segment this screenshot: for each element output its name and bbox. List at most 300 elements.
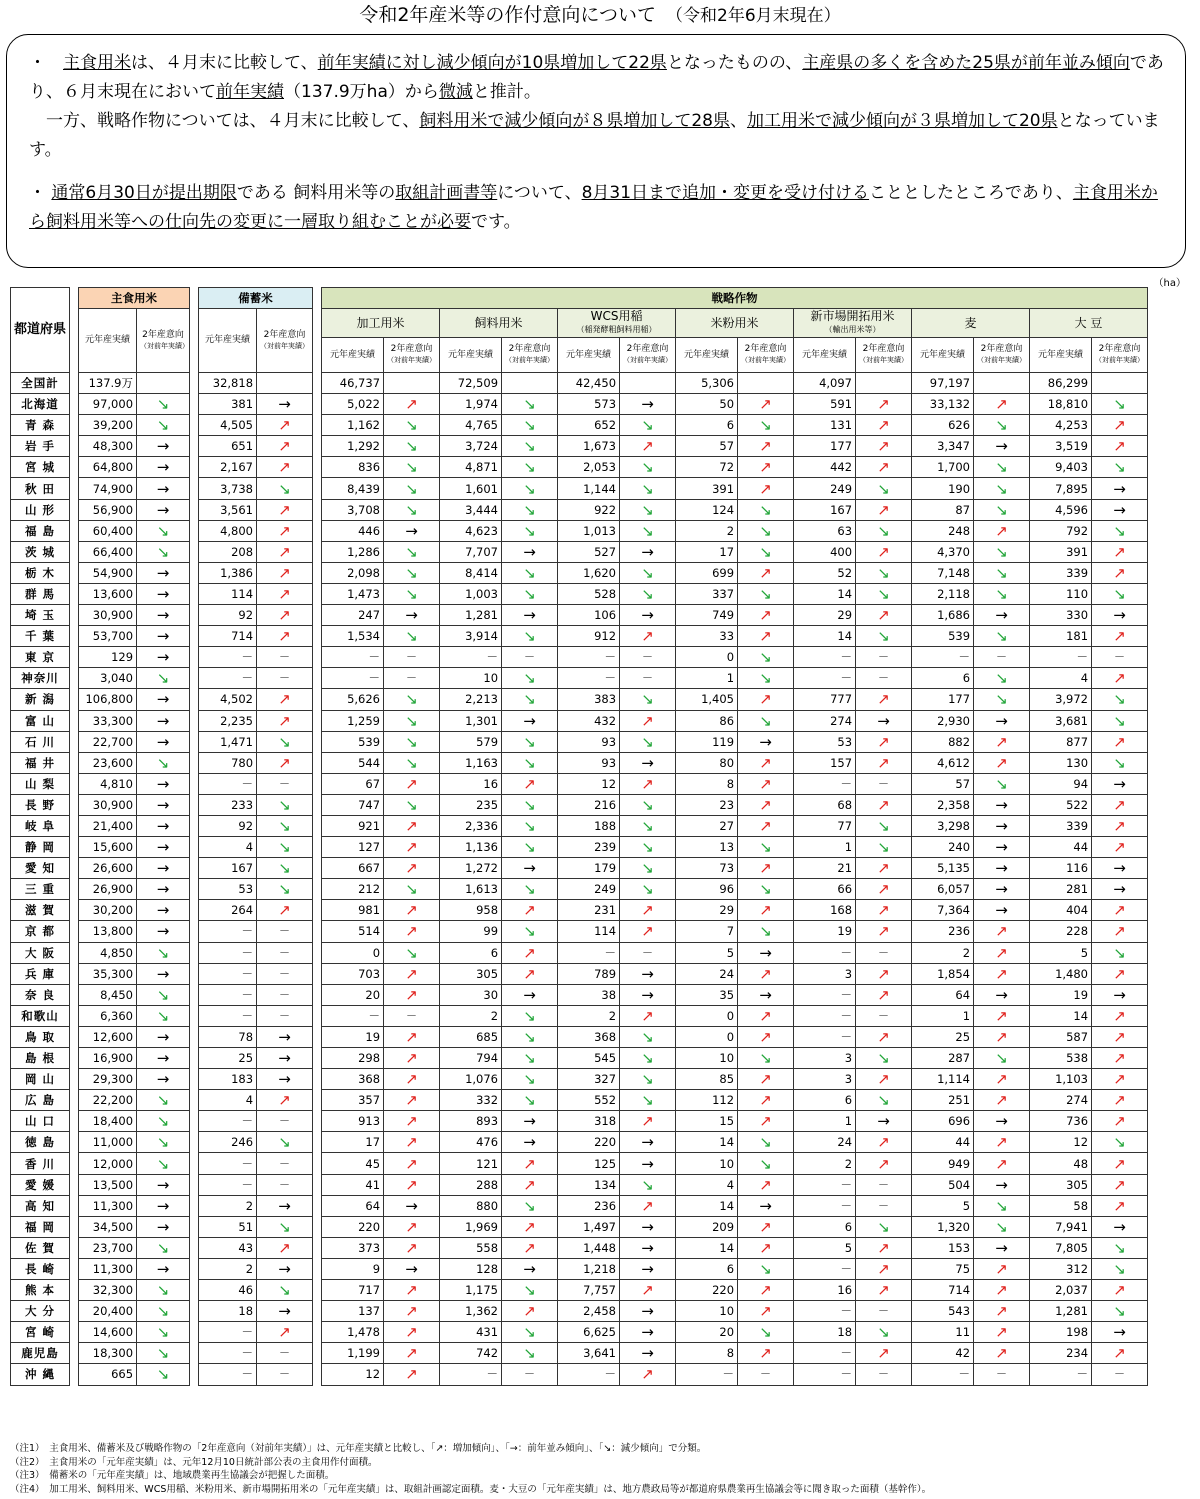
actual-value: 16 <box>440 773 502 794</box>
trend-increase-icon: ↗ <box>257 1237 313 1258</box>
actual-value: 558 <box>440 1237 502 1258</box>
empty-intent-cell <box>856 373 912 394</box>
actual-value: 539 <box>322 731 384 752</box>
column-gap <box>70 583 79 604</box>
intent-value: － <box>257 1343 313 1364</box>
trend-decrease-icon: ↘ <box>1092 710 1148 731</box>
actual-value: 357 <box>322 1090 384 1111</box>
actual-value: 86,299 <box>1030 373 1092 394</box>
actual-value: 714 <box>912 1280 974 1301</box>
actual-value: 10 <box>676 1048 738 1069</box>
actual-value: 7,805 <box>1030 1237 1092 1258</box>
column-gap <box>70 1026 79 1047</box>
trend-increase-icon: ↗ <box>1092 1048 1148 1069</box>
prefecture-name: 宮 崎 <box>11 1322 70 1343</box>
empty-intent-cell <box>257 373 313 394</box>
actual-value: － <box>558 647 620 668</box>
summary-text-segment: ・ <box>29 183 52 203</box>
trend-flat-icon: → <box>738 942 794 963</box>
trend-increase-icon: ↗ <box>620 1364 676 1385</box>
header-crop-intent <box>384 338 440 373</box>
actual-value: 4 <box>199 1090 257 1111</box>
trend-flat-icon: → <box>384 1258 440 1279</box>
trend-flat-icon: → <box>974 1237 1030 1258</box>
actual-value: 131 <box>794 415 856 436</box>
actual-value: 44 <box>912 1132 974 1153</box>
trend-increase-icon: ↗ <box>257 900 313 921</box>
table-row <box>11 858 1148 879</box>
trend-increase-icon: ↗ <box>502 1301 558 1322</box>
trend-increase-icon: ↗ <box>856 1026 912 1047</box>
actual-value: － <box>794 942 856 963</box>
trend-decrease-icon: ↘ <box>738 879 794 900</box>
trend-flat-icon: → <box>137 773 190 794</box>
trend-decrease-icon: ↘ <box>257 837 313 858</box>
trend-flat-icon: → <box>1092 1322 1148 1343</box>
intent-value: － <box>856 1005 912 1026</box>
actual-value: 1 <box>676 668 738 689</box>
actual-value: 10 <box>676 1153 738 1174</box>
actual-value: 6 <box>676 415 738 436</box>
trend-flat-icon: → <box>257 1026 313 1047</box>
actual-value: 12 <box>322 1364 384 1385</box>
trend-decrease-icon: ↘ <box>974 689 1030 710</box>
actual-value: 50 <box>676 394 738 415</box>
actual-value: 318 <box>558 1111 620 1132</box>
actual-value: 504 <box>912 1174 974 1195</box>
trend-increase-icon: ↗ <box>1092 668 1148 689</box>
actual-value: 22,700 <box>79 731 137 752</box>
actual-value: 228 <box>1030 921 1092 942</box>
trend-increase-icon: ↗ <box>1092 794 1148 815</box>
intent-value: － <box>856 647 912 668</box>
trend-flat-icon: → <box>856 710 912 731</box>
actual-value: 4,810 <box>79 773 137 794</box>
column-gap <box>70 921 79 942</box>
trend-decrease-icon: ↘ <box>384 879 440 900</box>
column-gap <box>190 858 199 879</box>
table-row <box>11 499 1148 520</box>
trend-increase-icon: ↗ <box>257 752 313 773</box>
intent-value: － <box>384 647 440 668</box>
trend-increase-icon: ↗ <box>738 394 794 415</box>
actual-value: 247 <box>322 605 384 626</box>
prefecture-name: 長 崎 <box>11 1258 70 1279</box>
header-senryaku-text: 戦略作物 <box>711 291 758 305</box>
header-crop-intent-sub: （対前年実績） <box>977 356 1027 364</box>
trend-decrease-icon: ↘ <box>137 1111 190 1132</box>
trend-decrease-icon: ↘ <box>856 1090 912 1111</box>
trend-increase-icon: ↗ <box>856 689 912 710</box>
column-gap <box>70 647 79 668</box>
empty-intent-cell <box>974 373 1030 394</box>
column-gap <box>190 1216 199 1237</box>
actual-value: 1,162 <box>322 415 384 436</box>
intent-value: － <box>257 921 313 942</box>
trend-flat-icon: → <box>620 1216 676 1237</box>
trend-decrease-icon: ↘ <box>1092 457 1148 478</box>
trend-decrease-icon: ↘ <box>502 583 558 604</box>
prefecture-name: 鳥 取 <box>11 1026 70 1047</box>
trend-flat-icon: → <box>137 900 190 921</box>
trend-increase-icon: ↗ <box>738 1026 794 1047</box>
header-crop-intent-sub: （対前年実績） <box>387 356 437 364</box>
trend-increase-icon: ↗ <box>257 520 313 541</box>
column-gap <box>313 1322 322 1343</box>
actual-value: 742 <box>440 1343 502 1364</box>
footnotes <box>10 1442 931 1496</box>
actual-value: － <box>199 773 257 794</box>
column-gap <box>190 1322 199 1343</box>
actual-value: 14 <box>676 1237 738 1258</box>
column-gap <box>313 689 322 710</box>
trend-increase-icon: ↗ <box>738 900 794 921</box>
actual-value: 4,596 <box>1030 499 1092 520</box>
actual-value: 794 <box>440 1048 502 1069</box>
actual-value: 1,076 <box>440 1069 502 1090</box>
intent-value: － <box>257 647 313 668</box>
trend-flat-icon: → <box>257 1258 313 1279</box>
actual-value: － <box>199 668 257 689</box>
summary-text-segment: 主食用米 <box>63 53 131 73</box>
actual-value: － <box>1030 647 1092 668</box>
actual-value: 1,292 <box>322 436 384 457</box>
trend-increase-icon: ↗ <box>502 1153 558 1174</box>
column-gap <box>70 1090 79 1111</box>
trend-decrease-icon: ↘ <box>257 815 313 836</box>
column-gap <box>313 499 322 520</box>
actual-value: 2,213 <box>440 689 502 710</box>
actual-value: － <box>794 984 856 1005</box>
actual-value: 1,301 <box>440 710 502 731</box>
trend-decrease-icon: ↘ <box>137 541 190 562</box>
actual-value: － <box>794 1343 856 1364</box>
column-gap <box>70 1195 79 1216</box>
actual-value: 43 <box>199 1237 257 1258</box>
header-bichiku-actual-text: 元年産実績 <box>205 335 251 345</box>
trend-decrease-icon: ↘ <box>502 815 558 836</box>
prefecture-name: 静 岡 <box>11 837 70 858</box>
trend-increase-icon: ↗ <box>856 457 912 478</box>
actual-value: 1,473 <box>322 583 384 604</box>
trend-increase-icon: ↗ <box>856 415 912 436</box>
intent-value: － <box>856 1174 912 1195</box>
trend-decrease-icon: ↘ <box>137 1322 190 1343</box>
header-crop-actual <box>440 338 502 373</box>
trend-decrease-icon: ↘ <box>1092 394 1148 415</box>
empty-intent-cell <box>137 373 190 394</box>
actual-value: 281 <box>1030 879 1092 900</box>
actual-value: 0 <box>676 647 738 668</box>
header-crop-sub: （輸出用米等） <box>824 325 881 334</box>
actual-value: － <box>199 1322 257 1343</box>
trend-flat-icon: → <box>974 879 1030 900</box>
actual-value: 18 <box>794 1322 856 1343</box>
column-gap <box>70 1237 79 1258</box>
actual-value: 1,013 <box>558 520 620 541</box>
trend-increase-icon: ↗ <box>738 605 794 626</box>
trend-increase-icon: ↗ <box>738 1280 794 1301</box>
column-gap <box>190 415 199 436</box>
actual-value: 7 <box>676 921 738 942</box>
table-row <box>11 1048 1148 1069</box>
header-shushoku-intent <box>137 309 190 373</box>
column-gap <box>190 963 199 984</box>
trend-decrease-icon: ↘ <box>856 626 912 647</box>
trend-decrease-icon: ↘ <box>856 478 912 499</box>
actual-value: 15 <box>676 1111 738 1132</box>
actual-value: 893 <box>440 1111 502 1132</box>
trend-increase-icon: ↗ <box>856 1153 912 1174</box>
column-gap <box>190 1364 199 1385</box>
actual-value: 2,098 <box>322 562 384 583</box>
actual-value: 3,641 <box>558 1343 620 1364</box>
trend-flat-icon: → <box>1092 605 1148 626</box>
column-gap <box>70 963 79 984</box>
intent-value: － <box>257 984 313 1005</box>
footnote: （注1） 主食用米、備蓄米及び戦略作物の「2年産意向（対前年実績）」は、元年産実績と比較し、「↗：増加傾向」、「→：前年並み傾向」、「↘：減少傾向」で分類。 <box>10 1443 707 1454</box>
trend-decrease-icon: ↘ <box>257 478 313 499</box>
trend-decrease-icon: ↘ <box>974 583 1030 604</box>
trend-increase-icon: ↗ <box>384 815 440 836</box>
actual-value: 41 <box>322 1174 384 1195</box>
prefecture-name: 北海道 <box>11 394 70 415</box>
actual-value: 2 <box>676 520 738 541</box>
trend-decrease-icon: ↘ <box>738 1322 794 1343</box>
actual-value: 78 <box>199 1026 257 1047</box>
trend-decrease-icon: ↘ <box>502 794 558 815</box>
actual-value: 234 <box>1030 1343 1092 1364</box>
trend-decrease-icon: ↘ <box>257 1280 313 1301</box>
actual-value: 16,900 <box>79 1048 137 1069</box>
actual-value: 703 <box>322 963 384 984</box>
column-gap <box>70 689 79 710</box>
table-row <box>11 1301 1148 1322</box>
table-row <box>11 605 1148 626</box>
actual-value: 368 <box>558 1026 620 1047</box>
column-gap <box>313 668 322 689</box>
trend-increase-icon: ↗ <box>974 1322 1030 1343</box>
intent-value: － <box>856 1195 912 1216</box>
table-row <box>11 647 1148 668</box>
actual-value: 26,900 <box>79 879 137 900</box>
actual-value: 48,300 <box>79 436 137 457</box>
actual-value: 251 <box>912 1090 974 1111</box>
actual-value: 167 <box>794 499 856 520</box>
trend-increase-icon: ↗ <box>738 626 794 647</box>
header-crop-actual-text: 元年産実績 <box>330 349 376 360</box>
column-gap <box>70 457 79 478</box>
trend-flat-icon: → <box>620 1301 676 1322</box>
trend-decrease-icon: ↘ <box>620 1090 676 1111</box>
actual-value: 2,336 <box>440 815 502 836</box>
actual-value: 14 <box>794 626 856 647</box>
trend-flat-icon: → <box>137 583 190 604</box>
actual-value: 4,253 <box>1030 415 1092 436</box>
intent-value: － <box>257 1364 313 1385</box>
table-row <box>11 773 1148 794</box>
actual-value: 128 <box>440 1258 502 1279</box>
actual-value: 383 <box>558 689 620 710</box>
column-gap <box>70 837 79 858</box>
intent-value: － <box>257 1174 313 1195</box>
column-gap <box>70 773 79 794</box>
trend-decrease-icon: ↘ <box>502 1026 558 1047</box>
prefecture-name: 奈 良 <box>11 984 70 1005</box>
actual-value: 153 <box>912 1237 974 1258</box>
prefecture-name: 山 口 <box>11 1111 70 1132</box>
trend-increase-icon: ↗ <box>257 689 313 710</box>
intent-value: － <box>502 647 558 668</box>
actual-value: － <box>794 773 856 794</box>
trend-decrease-icon: ↘ <box>502 1195 558 1216</box>
column-gap <box>190 689 199 710</box>
actual-value: 5 <box>794 1237 856 1258</box>
column-gap <box>313 1343 322 1364</box>
prefecture-name: 兵 庫 <box>11 963 70 984</box>
actual-value: 106 <box>558 605 620 626</box>
actual-value: 209 <box>676 1216 738 1237</box>
trend-decrease-icon: ↘ <box>974 1048 1030 1069</box>
trend-decrease-icon: ↘ <box>137 1343 190 1364</box>
header-crop <box>794 309 912 338</box>
actual-value: 4,502 <box>199 689 257 710</box>
actual-value: 11,300 <box>79 1258 137 1279</box>
actual-value: 8 <box>676 1343 738 1364</box>
trend-decrease-icon: ↘ <box>974 457 1030 478</box>
actual-value: 33,300 <box>79 710 137 731</box>
actual-value: 130 <box>1030 752 1092 773</box>
actual-value: 1,003 <box>440 583 502 604</box>
actual-value: 6 <box>794 1216 856 1237</box>
column-gap <box>313 436 322 457</box>
unit-label: （ha） <box>1153 278 1186 289</box>
trend-flat-icon: → <box>137 710 190 731</box>
trend-increase-icon: ↗ <box>856 1237 912 1258</box>
actual-value: 39,200 <box>79 415 137 436</box>
trend-increase-icon: ↗ <box>502 1216 558 1237</box>
column-gap <box>313 288 322 373</box>
trend-increase-icon: ↗ <box>738 963 794 984</box>
trend-flat-icon: → <box>384 520 440 541</box>
trend-decrease-icon: ↘ <box>974 541 1030 562</box>
actual-value: － <box>912 647 974 668</box>
trend-increase-icon: ↗ <box>384 1343 440 1364</box>
header-shushoku-intent-text: 2年産意向 <box>142 329 184 340</box>
trend-increase-icon: ↗ <box>620 1005 676 1026</box>
actual-value: 4,871 <box>440 457 502 478</box>
actual-value: 3,561 <box>199 499 257 520</box>
actual-value: 220 <box>558 1132 620 1153</box>
column-gap <box>313 1026 322 1047</box>
actual-value: 32,300 <box>79 1280 137 1301</box>
actual-value: 97,000 <box>79 394 137 415</box>
trend-increase-icon: ↗ <box>384 1048 440 1069</box>
trend-decrease-icon: ↘ <box>974 773 1030 794</box>
actual-value: 1,854 <box>912 963 974 984</box>
table-row <box>11 1195 1148 1216</box>
header-crop-intent <box>502 338 558 373</box>
trend-increase-icon: ↗ <box>738 1069 794 1090</box>
trend-decrease-icon: ↘ <box>738 415 794 436</box>
column-gap <box>70 710 79 731</box>
actual-value: － <box>199 921 257 942</box>
trend-increase-icon: ↗ <box>257 562 313 583</box>
trend-decrease-icon: ↘ <box>384 794 440 815</box>
trend-decrease-icon: ↘ <box>856 1322 912 1343</box>
table-row <box>11 1069 1148 1090</box>
header-shushoku-text: 主食用米 <box>111 291 158 305</box>
actual-value: － <box>794 647 856 668</box>
trend-decrease-icon: ↘ <box>137 668 190 689</box>
actual-value: 274 <box>794 710 856 731</box>
trend-flat-icon: → <box>137 1174 190 1195</box>
trend-flat-icon: → <box>620 963 676 984</box>
empty-intent-cell <box>502 373 558 394</box>
table-row <box>11 1090 1148 1111</box>
trend-decrease-icon: ↘ <box>384 415 440 436</box>
actual-value: 13,500 <box>79 1174 137 1195</box>
actual-value: 33 <box>676 626 738 647</box>
trend-increase-icon: ↗ <box>856 605 912 626</box>
footnote: （注4） 加工用米、飼料用米、WCS用稲、米粉用米、新市場開拓用米の「元年産実績」は、取組計画認定面積。麦・大豆の「元年産実績」は、地方農政局等が都道府県農業再生協議会等に聞き取った面積（基幹作）。 <box>10 1483 932 1495</box>
actual-value: 11 <box>912 1322 974 1343</box>
header-crop-text: 麦 <box>964 315 977 330</box>
column-gap <box>190 1005 199 1026</box>
actual-value: 543 <box>912 1301 974 1322</box>
actual-value: 880 <box>440 1195 502 1216</box>
trend-decrease-icon: ↘ <box>856 815 912 836</box>
trend-increase-icon: ↗ <box>974 752 1030 773</box>
header-crop-intent-text: 2年産意向 <box>508 344 551 354</box>
prefecture-name: 沖 縄 <box>11 1364 70 1385</box>
column-gap <box>190 541 199 562</box>
actual-value: 24 <box>676 963 738 984</box>
trend-flat-icon: → <box>738 1195 794 1216</box>
column-gap <box>190 900 199 921</box>
column-gap <box>190 1343 199 1364</box>
column-gap <box>190 710 199 731</box>
trend-increase-icon: ↗ <box>1092 815 1148 836</box>
trend-decrease-icon: ↘ <box>502 1343 558 1364</box>
trend-flat-icon: → <box>502 1111 558 1132</box>
trend-decrease-icon: ↘ <box>384 626 440 647</box>
trend-flat-icon: → <box>137 1026 190 1047</box>
actual-value: 2,053 <box>558 457 620 478</box>
column-gap <box>190 605 199 626</box>
column-gap <box>313 731 322 752</box>
trend-increase-icon: ↗ <box>974 921 1030 942</box>
intent-value: － <box>502 1364 558 1385</box>
actual-value: 18,300 <box>79 1343 137 1364</box>
trend-flat-icon: → <box>1092 858 1148 879</box>
actual-value: 66,400 <box>79 541 137 562</box>
column-gap <box>70 815 79 836</box>
prefecture-name: 佐 賀 <box>11 1237 70 1258</box>
actual-value: 16 <box>794 1280 856 1301</box>
trend-flat-icon: → <box>974 984 1030 1005</box>
trend-flat-icon: → <box>137 478 190 499</box>
column-gap <box>70 752 79 773</box>
actual-value: 3 <box>794 1069 856 1090</box>
actual-value: 337 <box>676 583 738 604</box>
table-row <box>11 1258 1148 1279</box>
column-gap <box>313 773 322 794</box>
table-row <box>11 942 1148 963</box>
trend-flat-icon: → <box>137 436 190 457</box>
header-crop <box>676 309 794 338</box>
trend-increase-icon: ↗ <box>856 752 912 773</box>
